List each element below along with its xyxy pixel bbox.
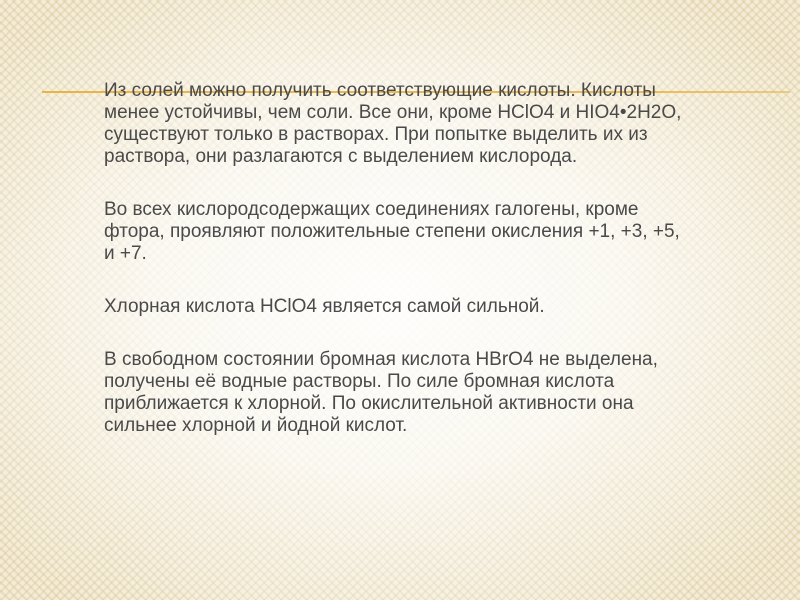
paragraph-perchloric-acid: Хлорная кислота HClO4 является самой сильной. [104, 296, 545, 317]
slide-body [104, 80, 694, 437]
paragraph-salts-to-acids: Из солей можно получить соответствующие кислоты. Кислоты менее устойчивы, чем соли. Все они, кроме HClO4 и HIO4•2H2O, существуют только в растворах. При попытке выделить их из раствора, они разлагаются с выделением кислорода. [104, 80, 682, 167]
paragraph-perbromic-acid: В свободном состоянии бромная кислота HBrO4 не выделена, получены её водные растворы. По силе бромная кислота приближается к хлорной. По окислительной активности она сильнее хлорной и йодной кислот. [104, 349, 658, 436]
paragraph-oxidation-states: Во всех кислородсодержащих соединениях галогены, кроме фтора, проявляют положительные степени окисления +1, +3, +5, и +7. [104, 199, 680, 264]
